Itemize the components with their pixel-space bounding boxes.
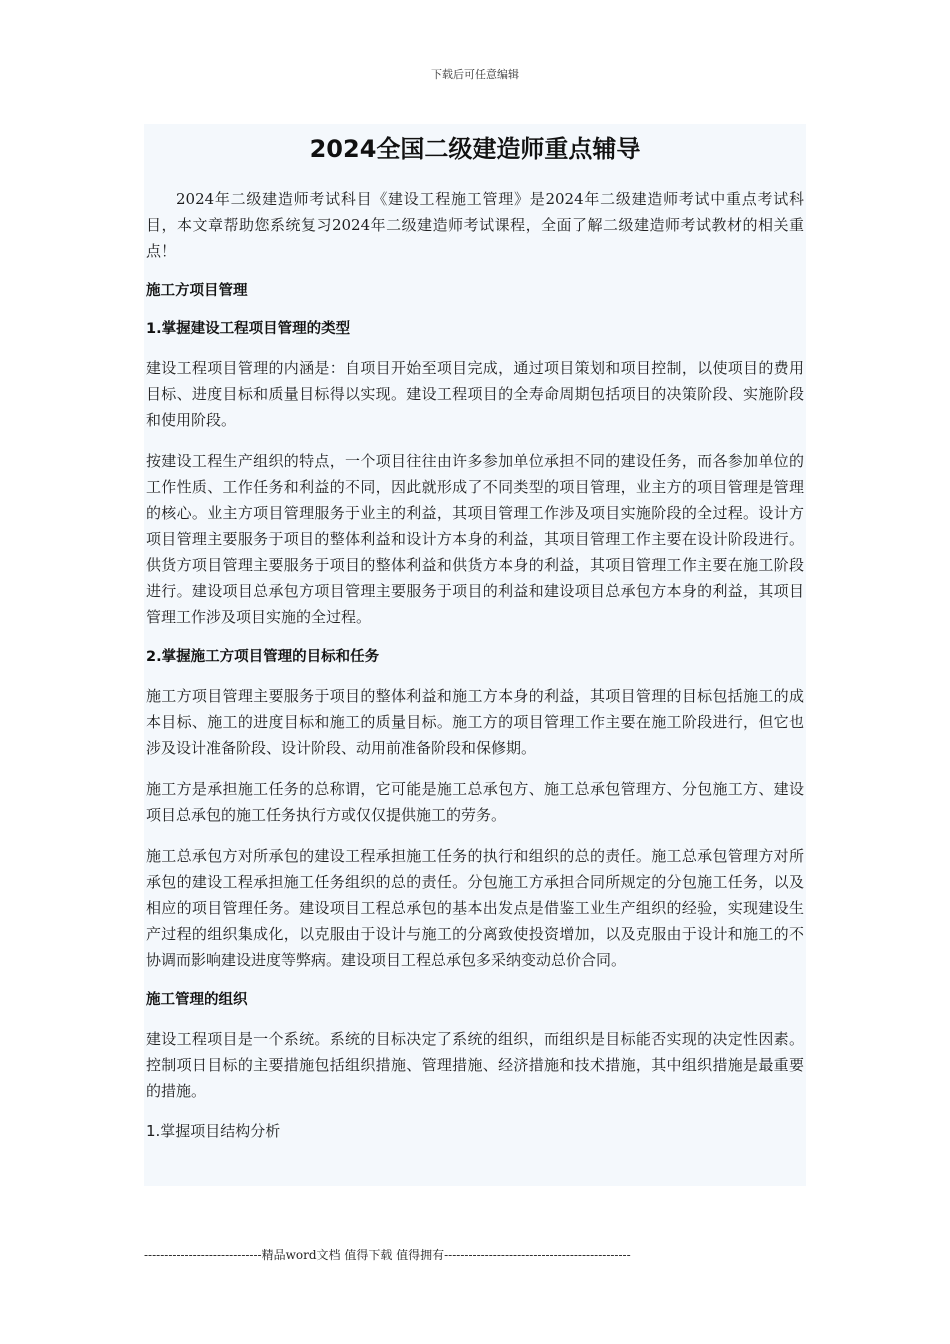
paragraph-construction-goals: 施工方项目管理主要服务于项目的整体利益和施工方本身的利益，其项目管理的目标包括施工的成本目标、施工的进度目标和施工的质量目标。施工方的项目管理工作主要在施工阶段进行，但它也涉及设计准备阶段、设计阶段、动用前准备阶段和保修期。 [146,687,804,757]
page-footer: -----------------------------精品word文档 值得下载 值得拥有---------------------------------------------- [144,1248,631,1262]
document-title: 2024全国二级建造师重点辅导 [309,135,641,163]
subheading-goals-and-tasks: 2.掌握施工方项目管理的目标和任务 [146,649,380,665]
document-body [144,124,806,1186]
subheading-project-management-types: 1.掌握建设工程项目管理的类型 [146,321,351,337]
page-header: 下载后可任意编辑 [431,68,519,81]
section-heading-organization: 施工管理的组织 [146,992,248,1008]
paragraph-construction-party: 施工方是承担施工任务的总称谓，它可能是施工总承包方、施工总承包管理方、分包施工方、建设项目总承包的施工任务执行方或仅仅提供施工的劳务。 [146,780,804,824]
paragraph-project-management-connotation: 建设工程项目管理的内涵是：自项目开始至项目完成，通过项目策划和项目控制，以使项目的费用目标、进度目标和质量目标得以实现。建设工程项目的全寿命周期包括项目的决策阶段、实施阶段和使用阶段。 [146,359,804,429]
paragraph-organization-characteristics: 按建设工程生产组织的特点，一个项目往往由许多参加单位承担不同的建设任务，而各参加单位的工作性质、工作任务和利益的不同，因此就形成了不同类型的项目管理，业主方的项目管理是管理的核心。业主方项目管理服务于业主的利益，其项目管理工作涉及项目实施阶段的全过程。设计方项目管理主要服务于项目的整体利益和设计方本身的利益，其项目管理工作主要在设计阶段进行。供货方项目管理主要服务于项目的整体利益和供货方本身的利益，其项目管理工作主要在施工阶段进行。建设项目总承包方项目管理主要服务于项目的利益和建设项目总承包方本身的利益，其项目管理工作涉及项目实施的全过程。 [146,452,804,626]
section-heading-construction-project-management: 施工方项目管理 [146,283,248,299]
paragraph-general-contractor: 施工总承包方对所承包的建设工程承担施工任务的执行和组织的总的责任。施工总承包管理方对所承包的建设工程承担施工任务组织的总的责任。分包施工方承担合同所规定的分包施工任务，以及相应的项目管理任务。建设项目工程总承包的基本出发点是借鉴工业生产组织的经验，实现建设生产过程的组织集成化，以克服由于设计与施工的分离致使投资增加，以及克服由于设计和施工的不协调而影响建设进度等弊病。建设项目工程总承包多采纳变动总价合同。 [146,847,804,969]
paragraph-system-organization: 建设工程项目是一个系统。系统的目标决定了系统的组织，而组织是目标能否实现的决定性因素。控制项日目标的主要措施包括组织措施、管理措施、经济措施和技术措施，其中组织措施是最重要的措施。 [146,1030,804,1100]
intro-paragraph: 2024年二级建造师考试科目《建设工程施工管理》是2024年二级建造师考试中重点考试科目，本文章帮助您系统复习2024年二级建造师考试课程，全面了解二级建造师考试教材的相关重点！ [146,190,804,260]
subheading-structure-analysis: 1.掌握项目结构分析 [146,1122,281,1140]
